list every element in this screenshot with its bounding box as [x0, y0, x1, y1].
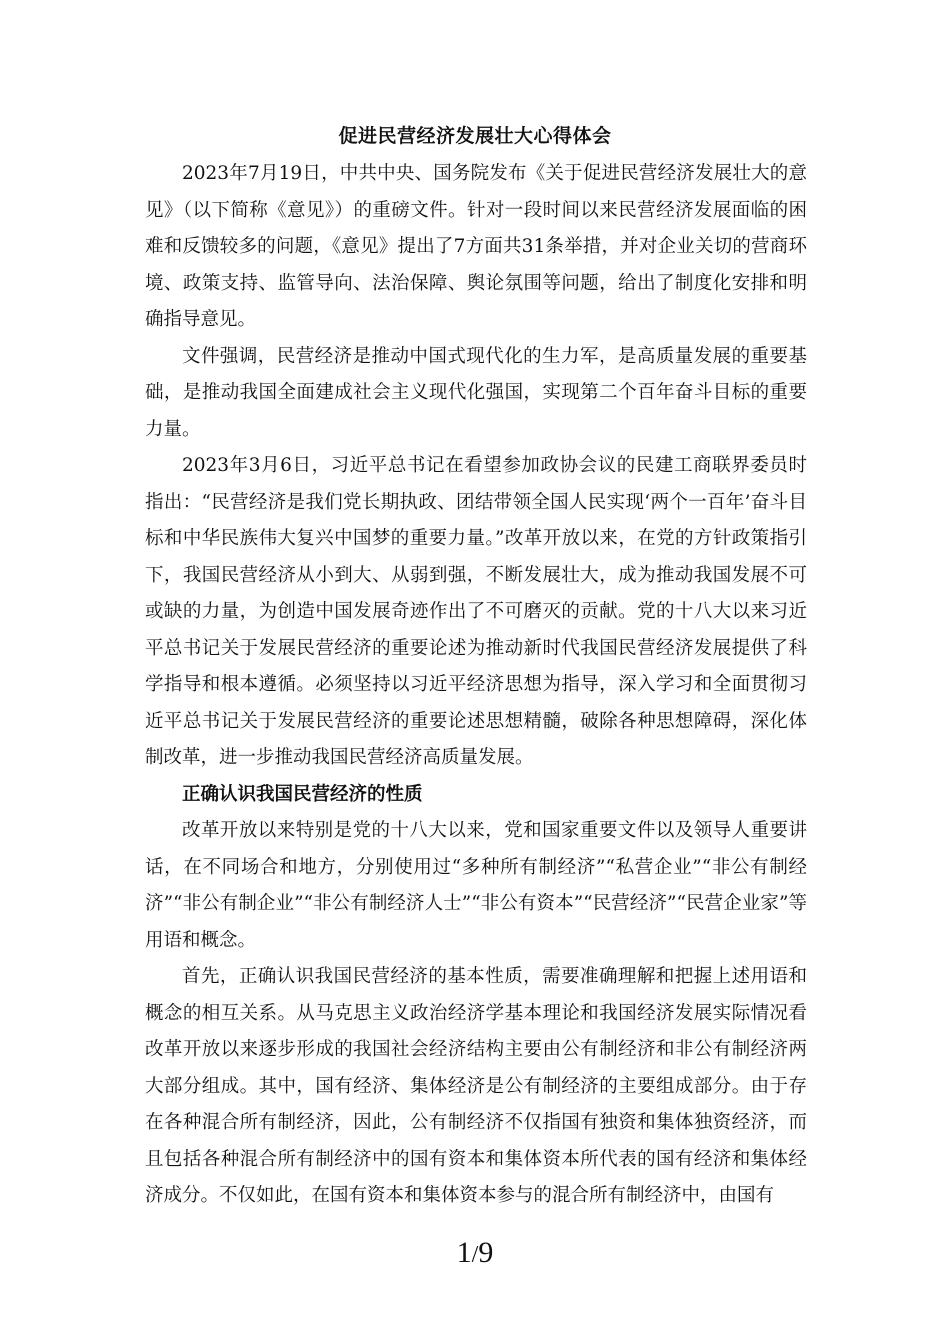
page-number — [0, 1228, 950, 1278]
document-title: 促进民营经济发展壮大心得体会 — [338, 125, 612, 147]
paragraph-intro: 2023年7月19日，中共中央、国务院发布《关于促进民营经济发展壮大的意见》（以下简称《意见》）的重磅文件。针对一段时间以来民营经济发展面临的困难和反馈较多的问题，《意见》提出了7方面共31条举措，并对企业关切的营商环境、政策支持、监管导向、法治保障、舆论氛围等问题，给出了制度化安排和明确指导意见。 — [145, 163, 807, 330]
page-current: 1 — [456, 1236, 472, 1269]
page-total: 9 — [478, 1236, 494, 1269]
paragraph-emphasis: 文件强调，民营经济是推动中国式现代化的生力军，是高质量发展的重要基础，是推动我国全面建成社会主义现代化强国，实现第二个百年奋斗目标的重要力量。 — [145, 345, 807, 440]
paragraph-nature: 首先，正确认识我国民营经济的基本性质，需要准确理解和把握上述用语和概念的相互关系。从马克思主义政治经济学基本理论和我国经济发展实际情况看改革开放以来逐步形成的我国社会经济结构主要由公有制经济和非公有制经济两大部分组成。其中，国有经济、集体经济是公有制经济的主要组成部分。由于存在各种混合所有制经济，因此，公有制经济不仅指国有独资和集体独资经济，而且包括各种混合所有制经济中的国有资本和集体资本所代表的国有经济和集体经济成分。不仅如此，在国有资本和集体资本参与的混合所有制经济中，由国有 — [145, 966, 807, 1206]
page-separator: / — [471, 1242, 479, 1268]
paragraph-speech: 2023年3月6日，习近平总书记在看望参加政协会议的民建工商联界委员时指出：“民营经济是我们党长期执政、团结带领全国人民实现‘两个一百年’奋斗目标和中华民族伟大复兴中国梦的重要力量。”改革开放以来，在党的方针政策指引下，我国民营经济从小到大、从弱到强，不断发展壮大，成为推动我国发展不可或缺的力量，为创造中国发展奇迹作出了不可磨灭的贡献。党的十八大以来习近平总书记关于发展民营经济的重要论述为推动新时代我国民营经济发展提供了科学指导和根本遵循。必须坚持以习近平经济思想为指导，深入学习和全面贯彻习近平总书记关于发展民营经济的重要论述思想精髓，破除各种思想障碍，深化体制改革，进一步推动我国民营经济高质量发展。 — [145, 455, 807, 768]
section-heading: 正确认识我国民营经济的性质 — [182, 783, 423, 805]
paragraph-terms: 改革开放以来特别是党的十八大以来，党和国家重要文件以及领导人重要讲话，在不同场合和地方，分别使用过“多种所有制经济”“私营企业”“非公有制经济”“非公有制企业”“非公有制经济人士”“非公有资本”“民营经济”“民营企业家”等用语和概念。 — [145, 820, 807, 951]
document-body — [145, 156, 807, 1215]
